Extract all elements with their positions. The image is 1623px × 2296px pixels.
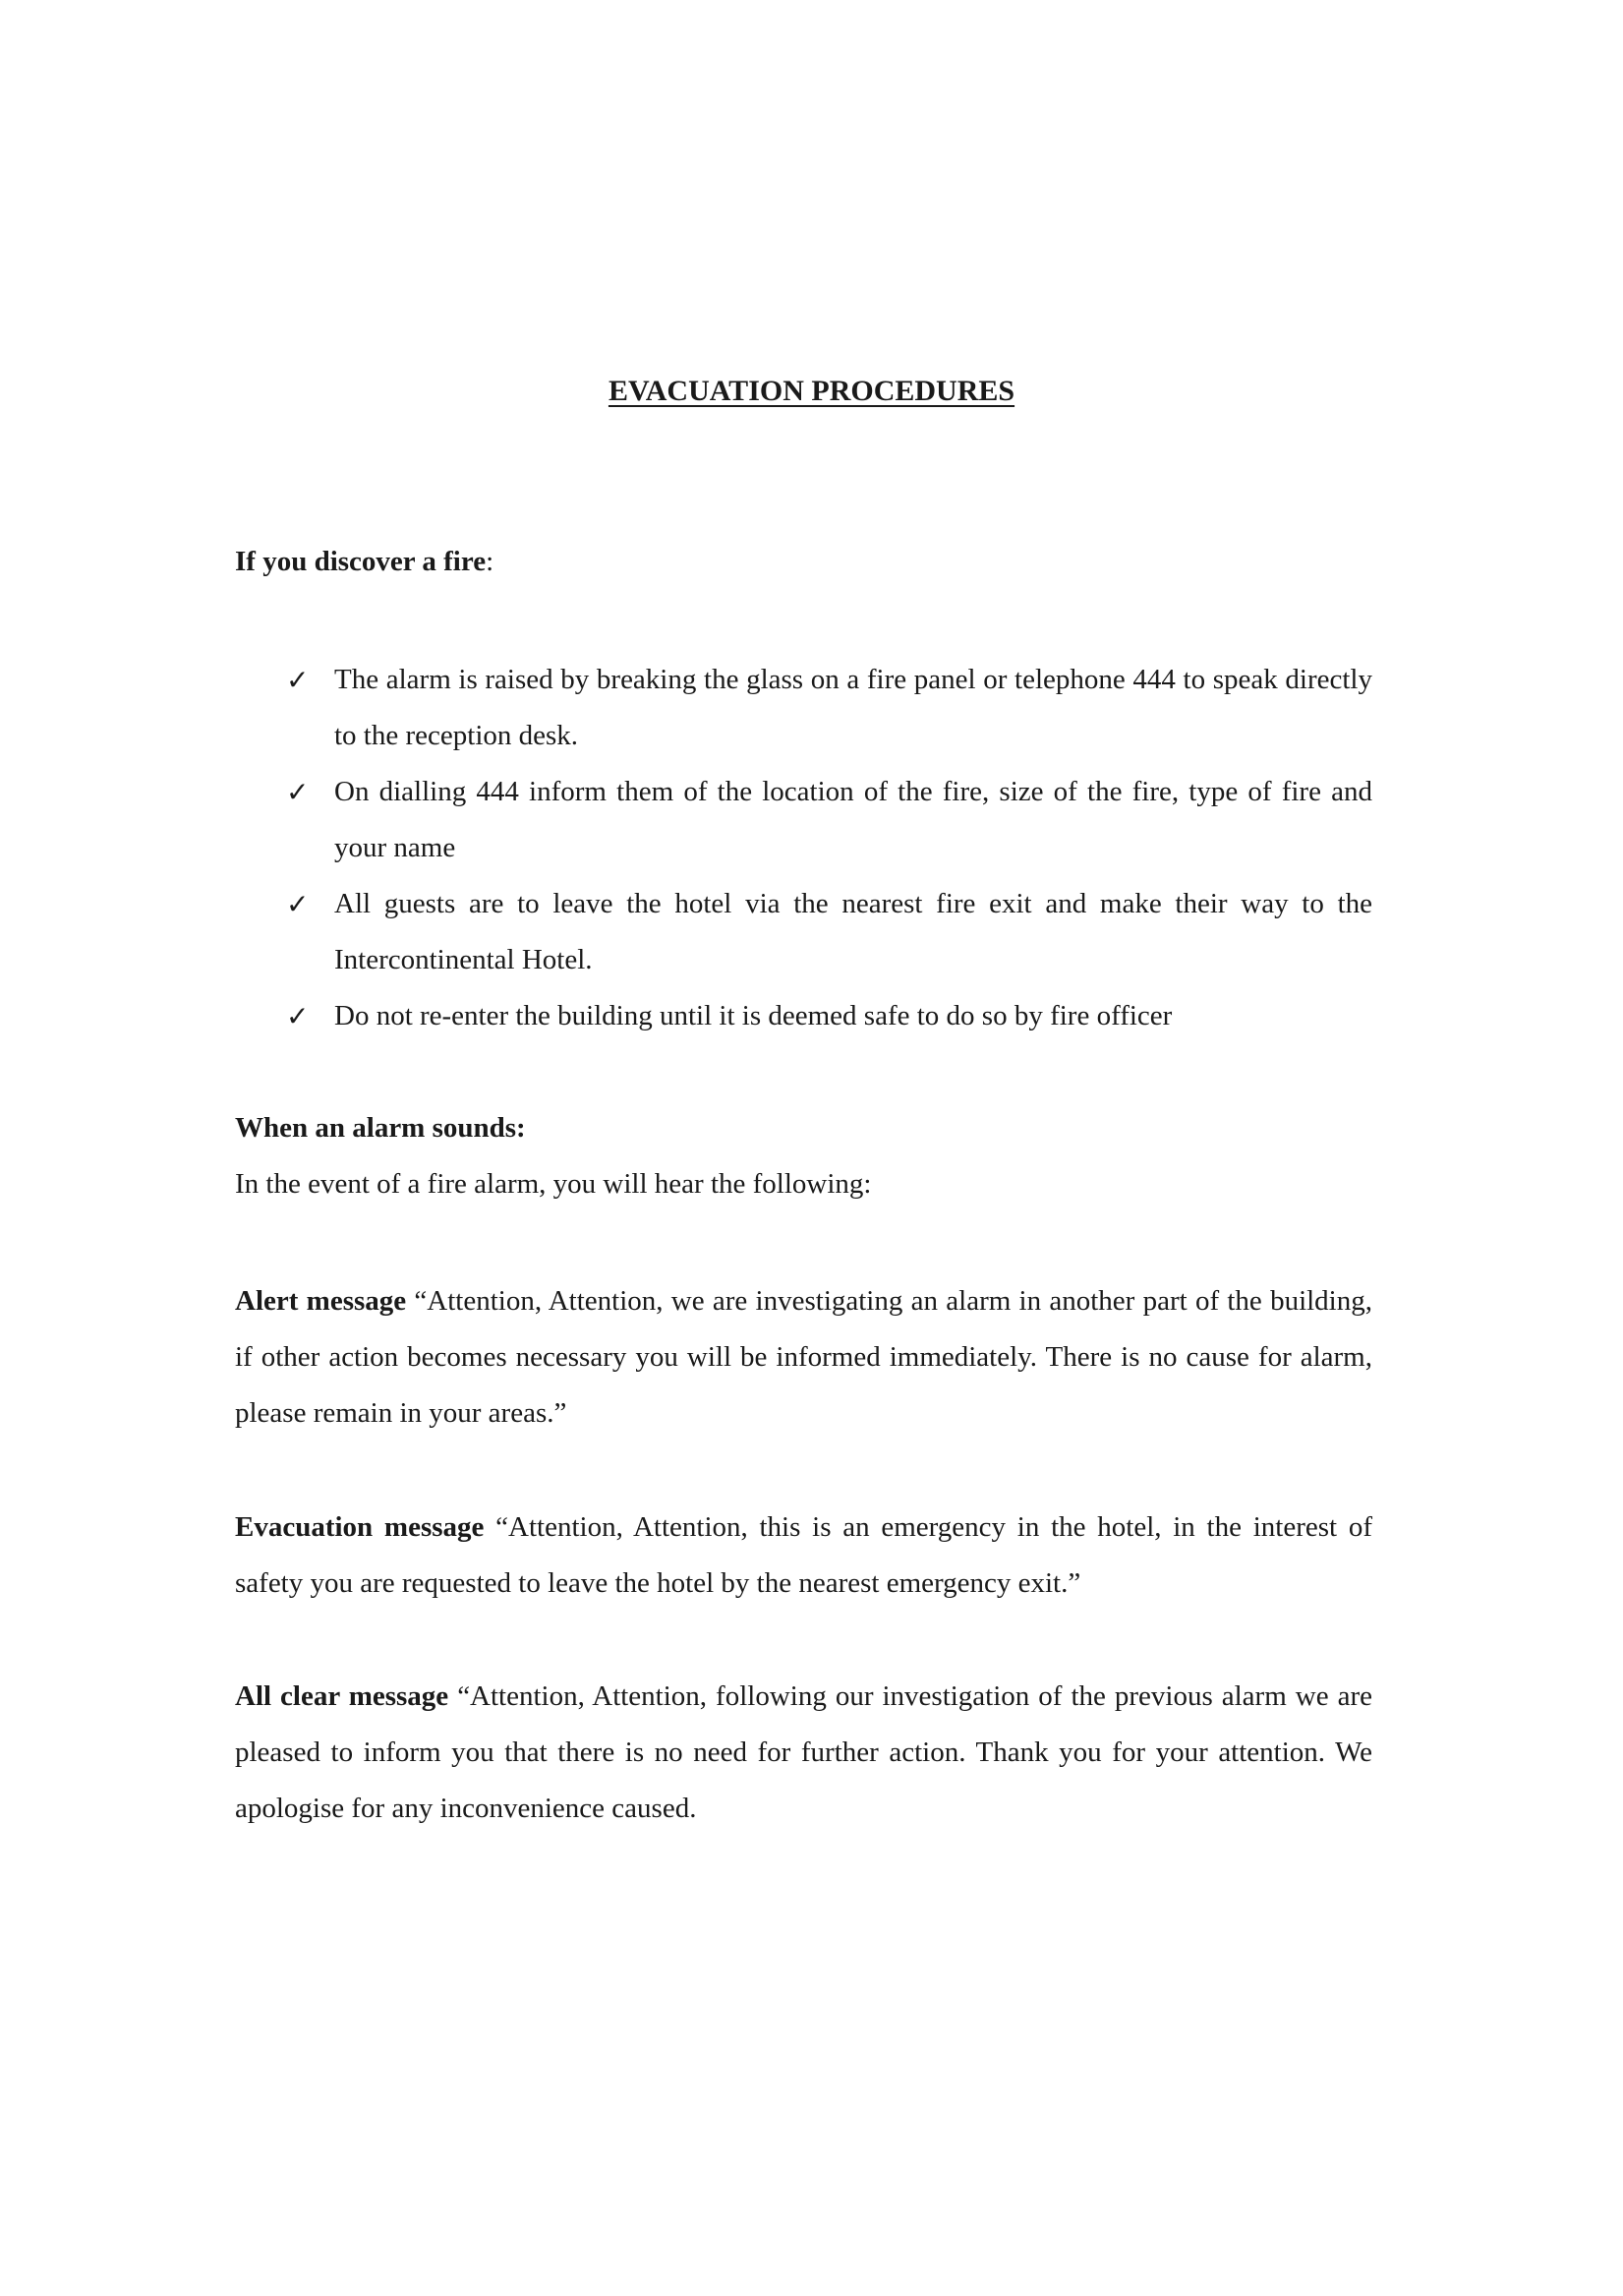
page-title: EVACUATION PROCEDURES	[608, 375, 1015, 407]
list-item-text: The alarm is raised by breaking the glass on a fire panel or telephone 444 to speak directly to the reception desk.	[334, 664, 1372, 751]
alarm-section-heading-text: When an alarm sounds:	[235, 1112, 526, 1144]
fire-checklist	[0, 652, 1372, 1044]
list-item	[286, 764, 1372, 876]
list-item-text: On dialling 444 inform them of the location of the fire, size of the fire, type of fire and your name	[334, 776, 1372, 863]
alert-message-label: Alert message	[235, 1285, 407, 1317]
list-item-text: All guests are to leave the hotel via the nearest fire exit and make their way to the Intercontinental Hotel.	[334, 888, 1372, 975]
all-clear-message-text: “Attention, Attention, following our investigation of the previous alarm we are pleased to inform you that there is no need for further action. Thank you for your attention. We apologise for any inconvenience caused.	[235, 1680, 1372, 1824]
alarm-section-heading	[235, 1104, 526, 1151]
all-clear-message-paragraph	[235, 1669, 1372, 1837]
fire-section-heading-suffix: :	[486, 546, 494, 577]
evacuation-message-label: Evacuation message	[235, 1511, 485, 1543]
alarm-intro: In the event of a fire alarm, you will hear the following:	[235, 1168, 872, 1200]
check-icon: ✓	[286, 1000, 310, 1032]
alert-message-text: “Attention, Attention, we are investigating an alarm in another part of the building, if other action becomes necessary you will be informed immediately. There is no cause for alarm, please remain in your areas.”	[235, 1285, 1372, 1429]
alert-message-paragraph	[235, 1273, 1372, 1442]
check-icon: ✓	[286, 776, 310, 808]
evacuation-message-paragraph	[235, 1500, 1372, 1612]
fire-section-heading	[235, 538, 493, 585]
evacuation-message-text: “Attention, Attention, this is an emergency in the hotel, in the interest of safety you are requested to leave the hotel by the nearest emergency exit.”	[235, 1511, 1372, 1599]
list-item	[286, 876, 1372, 988]
list-item	[286, 652, 1372, 764]
fire-section-heading-text: If you discover a fire	[235, 546, 487, 577]
all-clear-message-label: All clear message	[235, 1680, 449, 1712]
list-item	[286, 988, 1372, 1044]
check-icon: ✓	[286, 664, 310, 696]
check-icon: ✓	[286, 888, 310, 920]
list-item-text: Do not re-enter the building until it is deemed safe to do so by fire officer	[334, 1000, 1173, 1031]
